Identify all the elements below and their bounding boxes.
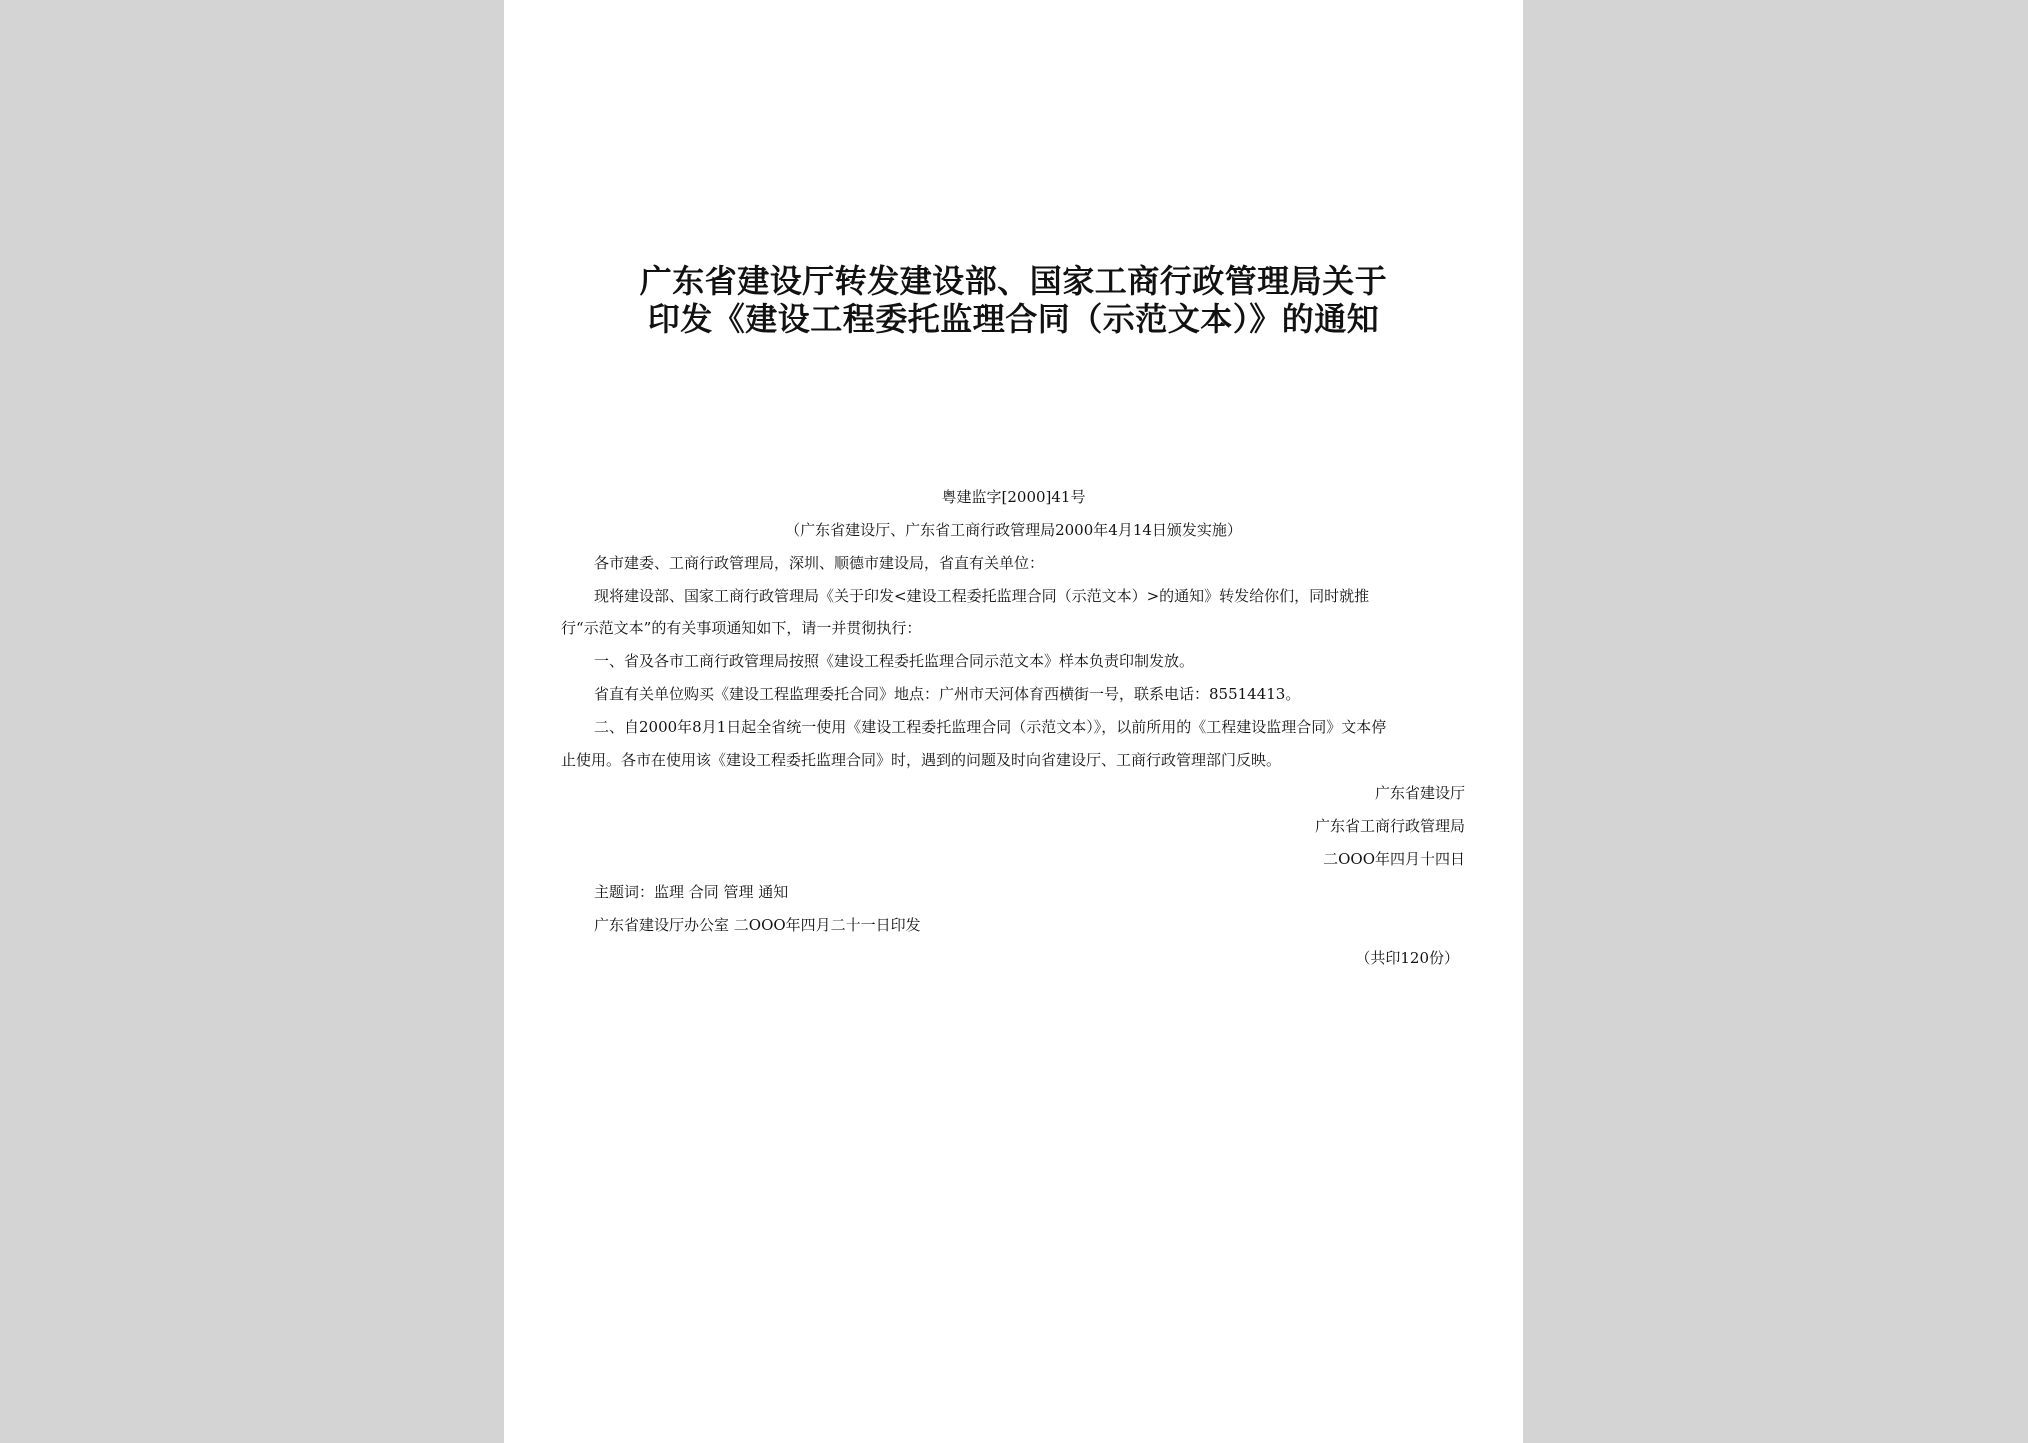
print-info: 广东省建设厅办公室 二OOO年四月二十一日印发 (594, 916, 921, 934)
item-1: 一、省及各市工商行政管理局按照《建设工程委托监理合同示范文本》样本负责印制发放。 (594, 652, 1195, 670)
paragraph-1-line-1: 现将建设部、国家工商行政管理局《关于印发<建设工程委托监理合同（示范文本）>的通知》转发给你们，同时就推 (594, 587, 1370, 605)
signer-industry-commerce-bureau: 广东省工商行政管理局 (1314, 817, 1465, 835)
paragraph-1-line-2: 行“示范文本”的有关事项通知如下，请一并贯彻执行： (561, 619, 922, 637)
title-line-2: 印发《建设工程委托监理合同（示范文本）》的通知 (647, 300, 1380, 338)
item-2-line-2: 止使用。各市在使用该《建设工程委托监理合同》时，遇到的问题及时向省建设厅、工商行政管理部门反映。 (561, 751, 1282, 769)
signer-construction-dept: 广东省建设厅 (1374, 784, 1465, 802)
document-title (504, 262, 1523, 338)
salutation: 各市建委、工商行政管理局，深圳、顺德市建设局，省直有关单位： (594, 554, 1045, 572)
title-line-1: 广东省建设厅转发建设部、国家工商行政管理局关于 (639, 262, 1388, 300)
item-2-line-1: 二、自2000年8月1日起全省统一使用《建设工程委托监理合同（示范文本）》，以前所用的《工程建设监理合同》文本停 (594, 718, 1387, 736)
keywords: 主题词：监理 合同 管理 通知 (594, 883, 789, 901)
copies-count: （共印120份） (1355, 949, 1459, 967)
document-page (504, 0, 1523, 1443)
issuing-note: （广东省建设厅、广东省工商行政管理局2000年4月14日颁发实施） (785, 521, 1242, 539)
item-1-purchase-info: 省直有关单位购买《建设工程监理委托合同》地点：广州市天河体育西横街一号，联系电话：85514413。 (594, 685, 1301, 703)
signature-date: 二OOO年四月十四日 (1323, 850, 1465, 868)
document-number: 粤建监字[2000]41号 (941, 488, 1086, 506)
